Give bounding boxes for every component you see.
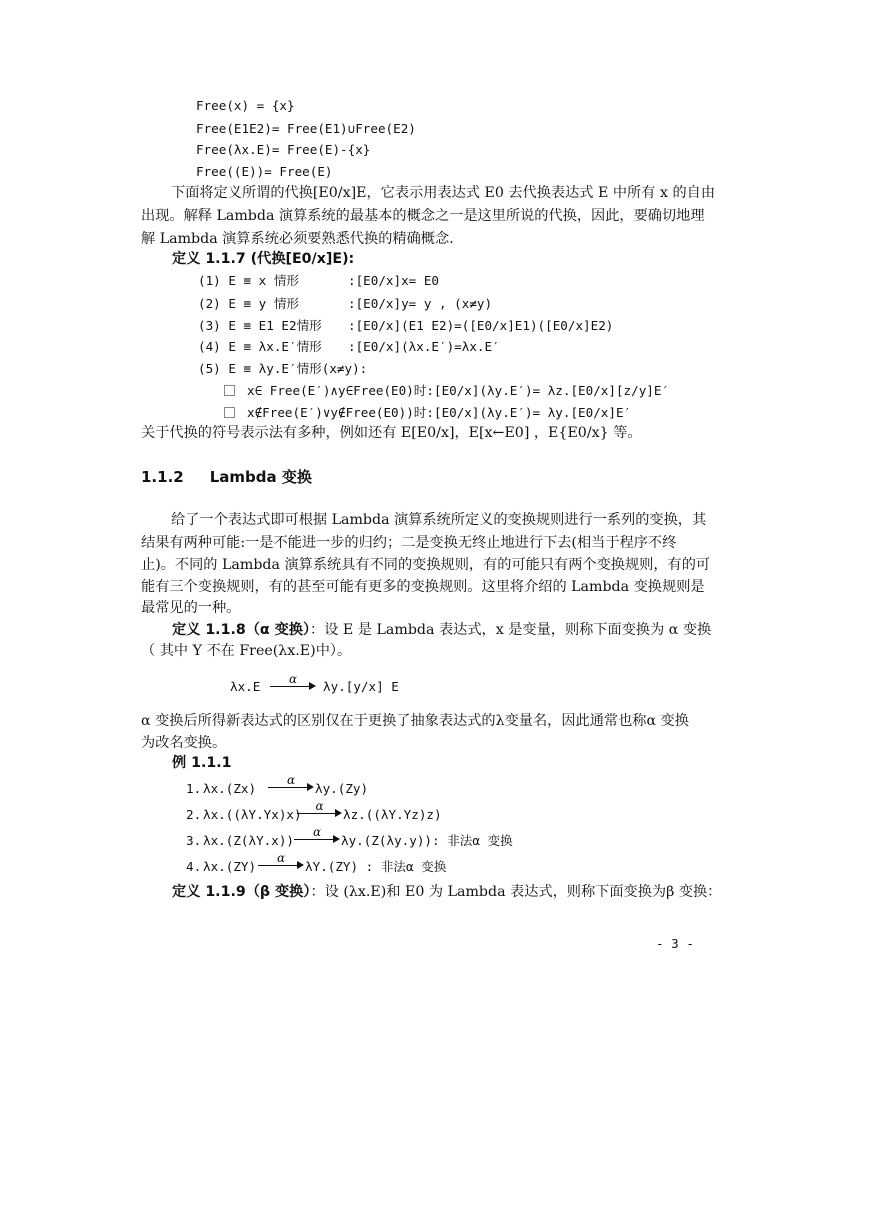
alpha-arrow-icon: α	[258, 854, 304, 874]
definition-1-1-8-text: ：设 E 是 Lambda 表达式，x 是变量，则称下面变换为 α 变换	[310, 622, 712, 638]
subcase-1-text: x∈ Free(E′)∧y∈Free(E0)时:[E0/x](λy.E′)= λz.[E0/x][z/y]E′	[247, 383, 670, 398]
alpha-arrow-icon: α	[268, 776, 314, 796]
alpha-arrow-icon	[270, 672, 316, 695]
case-2-label: (2) E ≡ y 情形	[198, 296, 300, 311]
case-2-rule: :[E0/x]y= y , (x≠y)	[348, 296, 493, 311]
definition-1-1-9-title: 定义 1.1.9（β 变换）	[172, 884, 311, 900]
definition-1-1-9-text: ：设 (λx.E)和 E0 为 Lambda 表达式，则称下面变换为β 变换：	[310, 884, 722, 900]
para2-line-2: 结果有两种可能:一是不能进一步的归约；二是变换无终止地进行下去(相当于程序不终	[141, 535, 677, 551]
square-bullet-icon	[224, 385, 235, 396]
free-rule-4: Free((E))= Free(E)	[196, 164, 333, 179]
free-rule-3: Free(λx.E)= Free(E)-{x}	[196, 142, 371, 157]
case-5-label: (5) E ≡ λy.E′情形(x≠y):	[198, 361, 368, 376]
subcase-2-text: x∉Free(E′)∨y∉Free(E0))时:[E0/x](λy.E′)= λy.[E0/x]E′	[247, 405, 632, 420]
free-rule-1: Free(x) = {x}	[196, 98, 295, 113]
alpha-note-line-2: 为改名变换。	[141, 735, 227, 751]
alpha-arrow-icon: α	[294, 828, 340, 848]
example-2-num: 2.	[186, 807, 202, 822]
example-1-right: λy.(Zy)	[315, 781, 369, 796]
case-3-label: (3) E ≡ E1 E2情形	[198, 318, 322, 333]
alpha-formula-right: λy.[y/x] E	[323, 679, 399, 694]
definition-1-1-8	[172, 620, 711, 640]
example-3-left: λx.(Z(λY.x))	[203, 833, 294, 848]
case-4-label: (4) E ≡ λx.E′情形	[198, 339, 322, 354]
example-3-num: 3.	[186, 833, 202, 848]
section-heading	[141, 467, 312, 487]
case-4-rule: :[E0/x](λx.E′)=λx.E′	[348, 339, 500, 354]
definition-1-1-8-condition: （ 其中 Y 不在 Free(λx.E)中）。	[141, 643, 352, 659]
example-2-left: λx.((λY.Yx)x)	[203, 807, 302, 822]
alpha-note-line-1: α 变换后所得新表达式的区别仅在于更换了抽象表达式的λ变量名，因此通常也称α 变换	[141, 713, 689, 729]
example-1-num: 1.	[186, 781, 202, 796]
definition-1-1-9	[172, 882, 721, 902]
intro-line-2: 出现。解释 Lambda 演算系统的最基本的概念之一是这里所说的代换，因此，要确切地理	[141, 208, 705, 224]
page-number: - 3 -	[656, 936, 694, 951]
case-1-label: (1) E ≡ x 情形	[198, 273, 300, 288]
example-4-left: λx.(ZY)	[203, 859, 257, 874]
alpha-arrow-label: α	[288, 672, 298, 686]
section-title: Lambda 变换	[209, 468, 312, 486]
free-rule-2: Free(E1E2)= Free(E1)∪Free(E2)	[196, 121, 416, 136]
example-4-num: 4.	[186, 859, 202, 874]
example-4-right: λY.(ZY) : 非法α 变换	[305, 859, 447, 874]
section-number: 1.1.2	[141, 468, 184, 486]
intro-line-3: 解 Lambda 演算系统必须要熟悉代换的精确概念.	[141, 231, 454, 247]
square-bullet-icon	[224, 407, 235, 418]
case-3-rule: :[E0/x](E1 E2)=([E0/x]E1)([E0/x]E2)	[348, 318, 614, 333]
example-title: 例 1.1.1	[172, 755, 232, 771]
definition-1-1-7-title: 定义 1.1.7 (代换[E0/x]E):	[172, 251, 355, 267]
alpha-arrow-icon: α	[297, 802, 342, 822]
case-1-rule: :[E0/x]x= E0	[348, 273, 439, 288]
notation-line: 关于代换的符号表示法有多种，例如还有 E[E0/x]，E[x←E0] ，E{E0/x} 等。	[141, 425, 642, 441]
subcase-1	[224, 381, 669, 401]
intro-line-1: 下面将定义所谓的代换[E0/x]E，它表示用表达式 E0 去代换表达式 E 中所有 x 的自由	[171, 185, 716, 201]
para2-line-3: 止)。不同的 Lambda 演算系统具有不同的变换规则，有的可能只有两个变换规则，有的可	[141, 557, 711, 573]
para2-line-5: 最常见的一种。	[141, 600, 241, 616]
para2-line-4: 能有三个变换规则，有的甚至可能有更多的变换规则。这里将介绍的 Lambda 变换规则是	[141, 579, 705, 595]
para2-line-1: 给了一个表达式即可根据 Lambda 演算系统所定义的变换规则进行一系列的变换，其	[171, 512, 707, 528]
example-1-left: λx.(Zx)	[203, 781, 257, 796]
example-2-right: λz.((λY.Yz)z)	[343, 807, 442, 822]
alpha-formula-left: λx.E	[230, 679, 261, 694]
subcase-2	[224, 403, 631, 423]
definition-1-1-8-title: 定义 1.1.8（α 变换）	[172, 622, 311, 638]
example-3-right: λy.(Z(λy.y)): 非法α 变换	[341, 833, 513, 848]
